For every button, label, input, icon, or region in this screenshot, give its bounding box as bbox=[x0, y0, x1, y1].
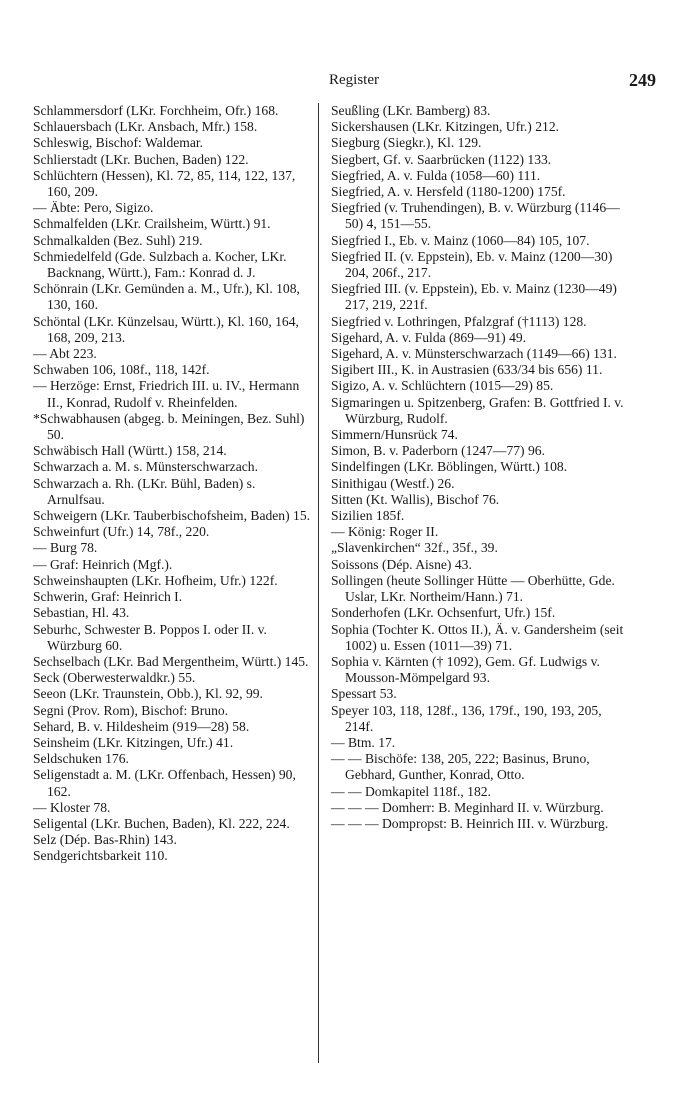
index-entry: Schweigern (LKr. Tauberbischofsheim, Baden) 15. bbox=[33, 508, 311, 524]
index-entry: Schwarzach a. M. s. Münsterschwarzach. bbox=[33, 459, 258, 475]
index-entry: — Äbte: Pero, Sigizo. bbox=[33, 200, 154, 216]
index-entry: Schleswig, Bischof: Waldemar. bbox=[33, 135, 204, 151]
index-entry: Seligental (LKr. Buchen, Baden), Kl. 222, 224. bbox=[33, 815, 290, 831]
index-entry: Sigibert III., K. in Austrasien (633/34 bis 656) 11. bbox=[331, 362, 603, 378]
index-entry: Sinithigau (Westf.) 26. bbox=[331, 475, 455, 491]
index-entry: Schweinfurt (Ufr.) 14, 78f., 220. bbox=[33, 524, 210, 540]
index-entry: — Btm. 17. bbox=[331, 734, 396, 750]
index-entry: Sebastian, Hl. 43. bbox=[33, 605, 130, 621]
index-entry: Schweinshaupten (LKr. Hofheim, Ufr.) 122f. bbox=[33, 572, 278, 588]
index-entry: Siegfried, A. v. Fulda (1058—60) 111. bbox=[331, 167, 541, 183]
index-entry: Schlammersdorf (LKr. Forchheim, Ofr.) 168. bbox=[33, 103, 279, 118]
index-entry: Simon, B. v. Paderborn (1247—77) 96. bbox=[331, 443, 545, 459]
index-entry: — Herzöge: Ernst, Friedrich III. u. IV., Hermann II., Konrad, Rudolf v. Rheinfelden. bbox=[33, 378, 300, 410]
index-entry: Sollingen (heute Sollinger Hütte — Oberhütte, Gde. Uslar, LKr. Northeim/Hann.) 71. bbox=[331, 572, 615, 605]
index-entry: Sindelfingen (LKr. Böblingen, Württ.) 108. bbox=[331, 459, 568, 475]
index-entry: Sophia v. Kärnten († 1092), Gem. Gf. Ludwigs v. Mousson-Mömpelgard 93. bbox=[331, 653, 600, 686]
index-entry: Schlüchtern (Hessen), Kl. 72, 85, 114, 122, 137, 160, 209. bbox=[33, 167, 296, 200]
index-entry: Sitten (Kt. Wallis), Bischof 76. bbox=[331, 491, 500, 507]
index-entry: — — — Dompropst: B. Heinrich III. v. Würzburg. bbox=[331, 815, 609, 831]
running-title: Register bbox=[329, 72, 379, 88]
index-entry: Seck (Oberwesterwaldkr.) 55. bbox=[33, 670, 196, 686]
column-divider bbox=[318, 103, 319, 1063]
index-entry: Speyer 103, 118, 128f., 136, 179f., 190, 193, 205, 214f. bbox=[331, 702, 602, 734]
index-entry: Siegburg (Siegkr.), Kl. 129. bbox=[331, 135, 482, 151]
index-column-right bbox=[331, 103, 631, 832]
index-entry: — — Bischöfe: 138, 205, 222; Basinus, Bruno, Gebhard, Gunther, Konrad, Otto. bbox=[331, 751, 590, 783]
index-entry: Sickershausen (LKr. Kitzingen, Ufr.) 212. bbox=[331, 119, 560, 135]
index-entry: Schmalkalden (Bez. Suhl) 219. bbox=[33, 232, 203, 248]
index-entry: Schlierstadt (LKr. Buchen, Baden) 122. bbox=[33, 151, 249, 167]
index-entry: Schwarzach a. Rh. (LKr. Bühl, Baden) s. Arnulfsau. bbox=[33, 475, 256, 507]
index-entry: Sophia (Tochter K. Ottos II.), Ä. v. Gandersheim (seit 1002) u. Essen (1011—39) 71. bbox=[331, 621, 624, 653]
page-number: 249 bbox=[629, 70, 656, 90]
index-entry: Schöntal (LKr. Künzelsau, Württ.), Kl. 160, 164, 168, 209, 213. bbox=[33, 313, 299, 345]
index-entry: Sendgerichtsbarkeit 110. bbox=[33, 848, 168, 864]
index-entry: Siegfried II. (v. Eppstein), Eb. v. Mainz (1200—30) 204, 206f., 217. bbox=[331, 248, 613, 281]
index-entry: Seinsheim (LKr. Kitzingen, Ufr.) 41. bbox=[33, 734, 234, 750]
index-entry: — — — Domherr: B. Meginhard II. v. Würzburg. bbox=[331, 799, 604, 815]
index-entry: *Schwabhausen (abgeg. b. Meiningen, Bez. Suhl) 50. bbox=[33, 410, 305, 443]
index-entry: — Burg 78. bbox=[33, 540, 98, 556]
index-entry: Sigizo, A. v. Schlüchtern (1015—29) 85. bbox=[331, 378, 554, 394]
index-column-left bbox=[33, 103, 313, 865]
index-entry: Sonderhofen (LKr. Ochsenfurt, Ufr.) 15f. bbox=[331, 605, 556, 621]
index-entry: Sehard, B. v. Hildesheim (919—28) 58. bbox=[33, 718, 250, 734]
index-entry: — — Domkapitel 118f., 182. bbox=[331, 783, 491, 799]
index-entry: Seeon (LKr. Traunstein, Obb.), Kl. 92, 99. bbox=[33, 686, 263, 702]
index-entry: Seldschuken 176. bbox=[33, 751, 129, 767]
index-entry: Schwäbisch Hall (Württ.) 158, 214. bbox=[33, 443, 227, 459]
index-entry: Schlauersbach (LKr. Ansbach, Mfr.) 158. bbox=[33, 119, 258, 135]
index-entry: Schwaben 106, 108f., 118, 142f. bbox=[33, 362, 210, 378]
index-entry: — Kloster 78. bbox=[33, 799, 111, 815]
index-entry: Siegfried v. Lothringen, Pfalzgraf (†1113) 128. bbox=[331, 313, 587, 329]
index-entry: Simmern/Hunsrück 74. bbox=[331, 427, 458, 443]
index-entry: Siegfried I., Eb. v. Mainz (1060—84) 105, 107. bbox=[331, 232, 590, 248]
index-entry: Siegfried (v. Truhendingen), B. v. Würzburg (1146—50) 4, 151—55. bbox=[331, 200, 620, 232]
index-entry: — König: Roger II. bbox=[331, 524, 439, 540]
index-entry: Soissons (Dép. Aisne) 43. bbox=[331, 556, 472, 572]
index-entry: Sigehard, A. v. Fulda (869—91) 49. bbox=[331, 329, 527, 345]
index-entry: Schwerin, Graf: Heinrich I. bbox=[33, 589, 183, 605]
index-entry: Sizilien 185f. bbox=[331, 508, 405, 524]
index-entry: — Graf: Heinrich (Mgf.). bbox=[33, 556, 173, 572]
index-entry: Siegbert, Gf. v. Saarbrücken (1122) 133. bbox=[331, 151, 552, 167]
index-entry: Selz (Dép. Bas-Rhin) 143. bbox=[33, 832, 177, 848]
index-entry: Sigehard, A. v. Münsterschwarzach (1149—66) 131. bbox=[331, 346, 617, 362]
index-entry: „Slavenkirchen“ 32f., 35f., 39. bbox=[331, 540, 498, 556]
index-entry: Schmiedelfeld (Gde. Sulzbach a. Kocher, LKr. Backnang, Württ.), Fam.: Konrad d. J. bbox=[33, 248, 287, 281]
index-entry: Seburhc, Schwester B. Poppos I. oder II. v. Würzburg 60. bbox=[33, 621, 267, 653]
index-entry: Seußling (LKr. Bamberg) 83. bbox=[331, 103, 491, 118]
index-entry: Schönrain (LKr. Gemünden a. M., Ufr.), Kl. 108, 130, 160. bbox=[33, 281, 300, 313]
index-entry: Seligenstadt a. M. (LKr. Offenbach, Hessen) 90, 162. bbox=[33, 767, 296, 799]
index-entry: — Abt 223. bbox=[33, 346, 97, 362]
index-entry: Sigmaringen u. Spitzenberg, Grafen: B. Gottfried I. v. Würzburg, Rudolf. bbox=[331, 394, 624, 426]
index-entry: Schmalfelden (LKr. Crailsheim, Württ.) 91. bbox=[33, 216, 271, 232]
index-entry: Spessart 53. bbox=[331, 686, 397, 702]
page-header bbox=[52, 70, 656, 94]
index-entry: Segni (Prov. Rom), Bischof: Bruno. bbox=[33, 702, 229, 718]
index-entry: Siegfried, A. v. Hersfeld (1180-1200) 175f. bbox=[331, 184, 566, 200]
index-entry: Siegfried III. (v. Eppstein), Eb. v. Mainz (1230—49) 217, 219, 221f. bbox=[331, 281, 617, 313]
index-entry: Sechselbach (LKr. Bad Mergentheim, Württ.) 145. bbox=[33, 653, 309, 669]
